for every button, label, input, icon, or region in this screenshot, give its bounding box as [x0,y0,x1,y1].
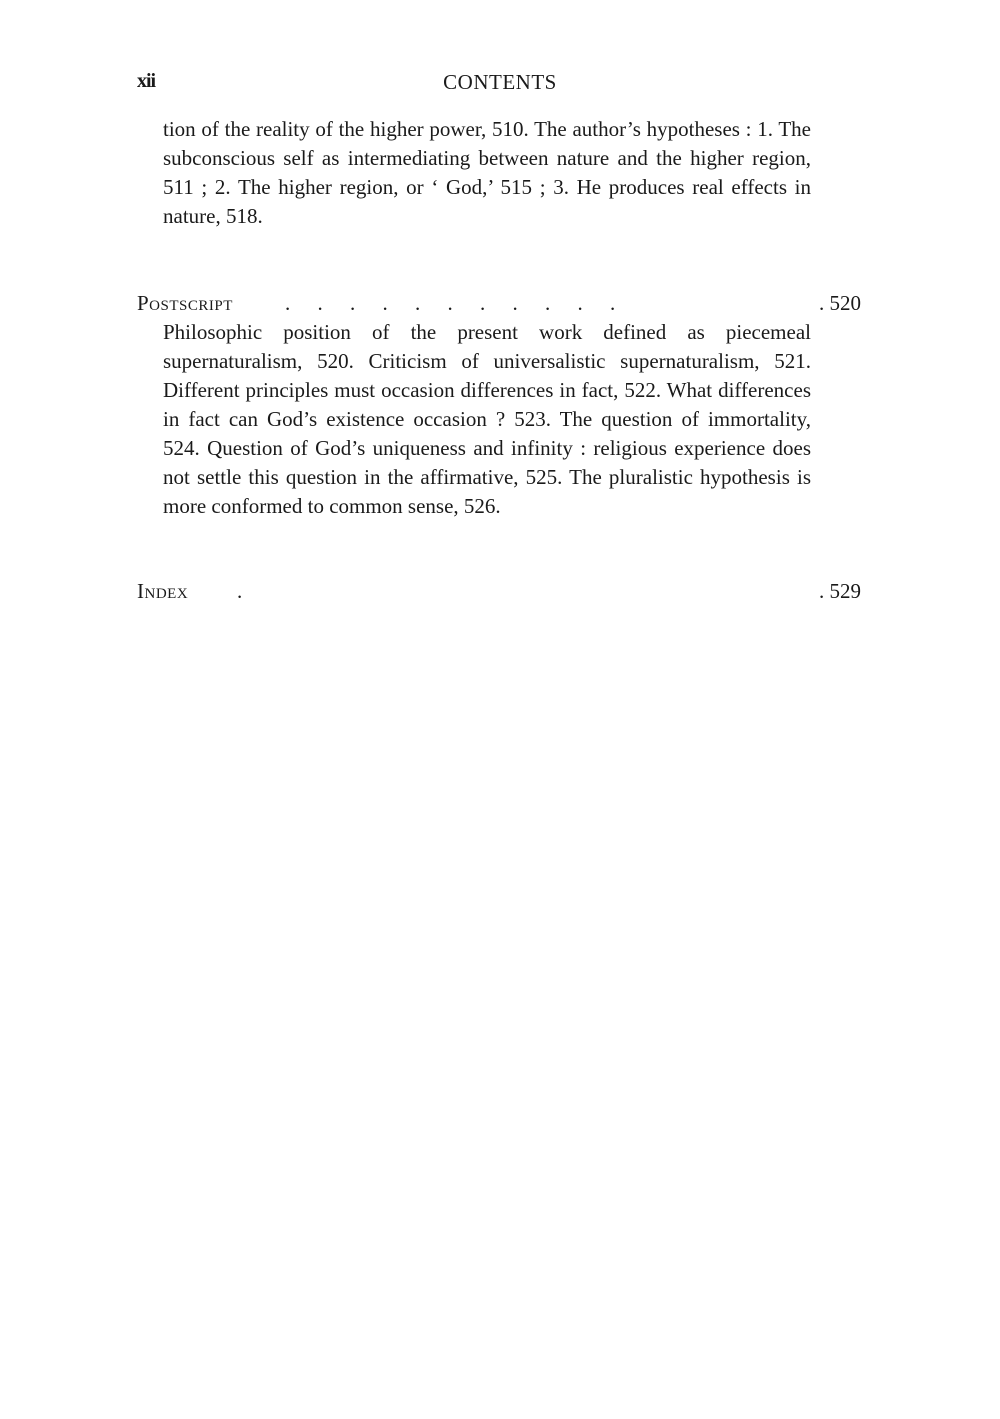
toc-page-number: . 520 [819,291,861,315]
dot-leaders: . [237,579,243,603]
toc-entry-postscript[interactable] [137,288,861,318]
chapter-summary-continuation: tion of the reality of the higher power, 510. The author’s hypotheses : 1. The subconscious self as intermediating between nature and the higher region, 511 ; 2. The higher region, or ‘ God,’ 515 ; 3. He produces real effects in nature, 518. [163,117,811,228]
toc-entry-label: Postscript [137,291,233,315]
page-number-roman: xii [137,70,156,92]
toc-page-number: . 529 [819,579,861,603]
running-head: CONTENTS [443,70,557,94]
toc-entry-label: Index [137,579,189,603]
dot-leaders: . . . . . . . . . . . [285,291,616,315]
postscript-summary: Philosophic position of the present work defined as piecemeal supernaturalism, 520. Criticism of universalistic supernaturalism, 521. Different principles must occasion differences in fact, 522. What differences in fact can God’s existence occasion ? 523. The question of immortality, 524. Question of God’s uniqueness and infinity : religious experience does not settle this question in the affirmative, 525. The pluralistic hypothesis is more conformed to common sense, 526. [163,320,811,518]
toc-entry-index[interactable] [137,576,861,606]
